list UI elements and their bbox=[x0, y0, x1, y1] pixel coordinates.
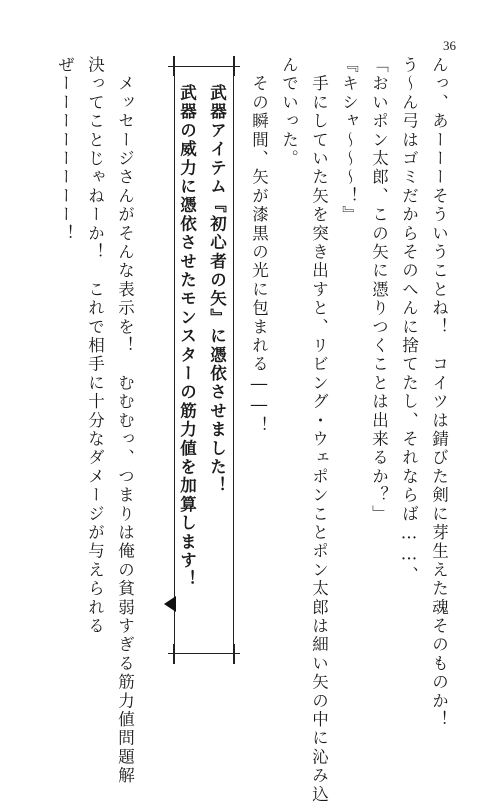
triangle-pointer-icon bbox=[164, 596, 176, 612]
system-message-line: 武器の威力に憑依させたモンスターの筋力値を加算します！ bbox=[177, 84, 197, 589]
text-line: 「おいポン太郎、この矢に憑りつくことは出来るか？」 bbox=[369, 56, 389, 524]
text-line: 『キシャ～～～！』 bbox=[339, 56, 359, 225]
text-line: 手にしていた矢を突き出すと、リビング・ウェポンことポン太郎は細い矢の中に沁み込 bbox=[309, 56, 329, 804]
system-message-line: 武器アイテム『初心者の矢』に憑依させました！ bbox=[207, 84, 227, 496]
page-number: 36 bbox=[443, 38, 456, 53]
text-line: う～ん弓はゴミだからそのへんに捨てたし、それならば……、 bbox=[399, 56, 419, 585]
text-line: メッセージさんがそんな表示を！ むむむっ、つまりは俺の貧弱すぎる筋力値問題解 bbox=[115, 56, 135, 786]
frame-top-line bbox=[168, 66, 240, 67]
frame-right-line bbox=[233, 66, 234, 654]
text-line: その瞬間、矢が漆黒の光に包まれる――！ bbox=[249, 56, 269, 435]
frame-bottom-line bbox=[168, 653, 240, 654]
text-line: 決ってことじゃねーか！ これで相手に十分なダメージが与えられる bbox=[85, 56, 105, 636]
text-line: んっ、あーーーそういうことね！ コイツは錆びた剣に芽生えた魂そのものか！ bbox=[429, 56, 449, 730]
frame-left-line bbox=[174, 66, 175, 654]
text-line: んでいった。 bbox=[279, 56, 299, 169]
text-line: ぜーーーーーーーー！ bbox=[55, 56, 75, 243]
